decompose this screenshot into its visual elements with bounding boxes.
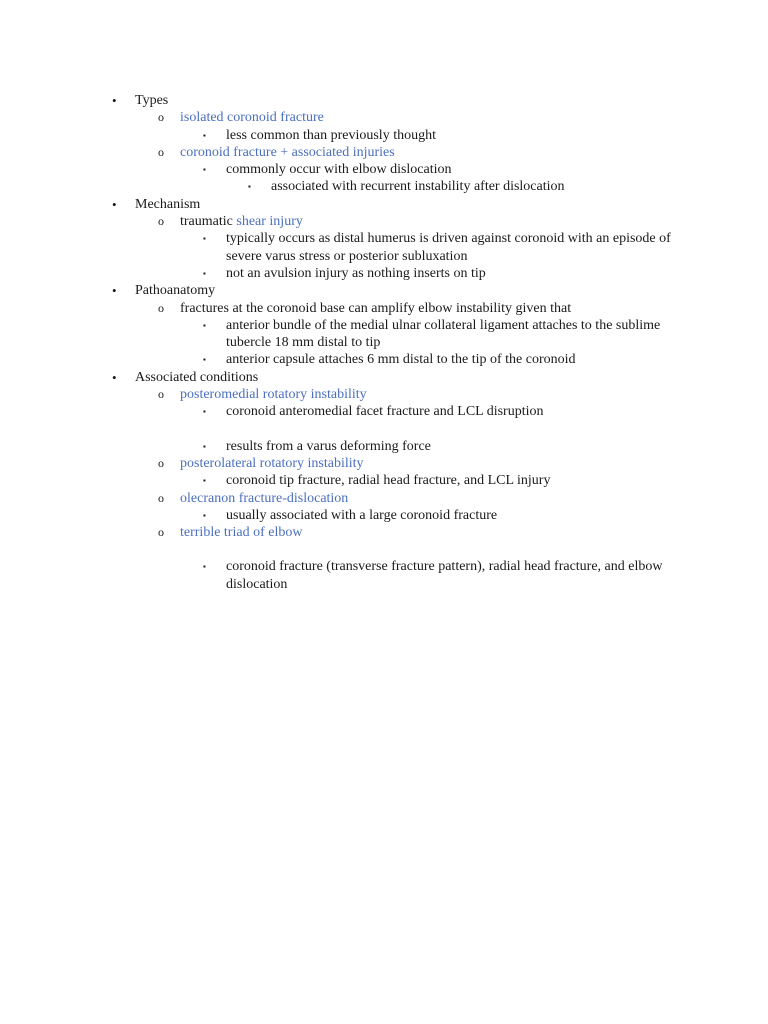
bullet-square: ▪ xyxy=(203,320,206,330)
bullet-disc: • xyxy=(112,196,117,212)
link-terrible-triad-of-elbow[interactable]: terrible triad of elbow xyxy=(180,525,303,541)
section-associated-conditions xyxy=(0,369,768,386)
list-item xyxy=(0,144,768,161)
bullet-circle: o xyxy=(158,455,164,470)
bullet-disc: • xyxy=(112,369,117,385)
list-item xyxy=(0,490,768,507)
list-item xyxy=(0,386,768,403)
link-isolated-coronoid-fracture[interactable]: isolated coronoid fracture xyxy=(180,110,324,126)
note-text: associated with recurrent instability after dislocation xyxy=(271,179,565,195)
bullet-circle: o xyxy=(158,525,164,540)
note-text: results from a varus deforming force xyxy=(226,438,431,454)
list-item xyxy=(0,438,680,455)
bullet-square: ▪ xyxy=(203,130,206,140)
list-item xyxy=(0,127,680,144)
list-item xyxy=(0,472,680,489)
list-item xyxy=(0,351,680,368)
bullet-square: ▪ xyxy=(203,355,206,365)
list-item xyxy=(0,300,768,317)
note-text: usually associated with a large coronoid fracture xyxy=(226,507,498,523)
bullet-circle: o xyxy=(158,144,164,159)
spacer xyxy=(0,421,768,438)
note-text: coronoid fracture (transverse fracture pattern), radial head fracture, and elbow dislocation xyxy=(226,559,663,592)
spacer xyxy=(0,541,768,558)
link-posterolateral-rotatory-instability[interactable]: posterolateral rotatory instability xyxy=(180,455,364,471)
section-mechanism xyxy=(0,196,768,213)
list-item xyxy=(0,403,680,420)
list-item xyxy=(0,507,680,524)
document-page xyxy=(0,92,768,593)
list-item xyxy=(0,109,768,126)
bullet-square: ▪ xyxy=(203,268,206,278)
link-olecranon-fracture-dislocation[interactable]: olecranon fracture-dislocation xyxy=(180,490,349,506)
bullet-square: ▪ xyxy=(203,562,206,572)
note-text: anterior bundle of the medial ulnar collateral ligament attaches to the sublime tubercle 18 mm distal to tip xyxy=(226,317,661,351)
bullet-circle: o xyxy=(158,214,164,229)
bullet-square: ▪ xyxy=(203,407,206,417)
link-shear-injury[interactable]: shear injury xyxy=(236,214,303,230)
bullet-circle: o xyxy=(158,110,164,125)
note-text: commonly occur with elbow dislocation xyxy=(226,162,452,178)
list-item xyxy=(0,178,768,195)
list-item xyxy=(0,524,768,541)
link-coronoid-fracture-associated-injuries[interactable]: coronoid fracture + associated injuries xyxy=(180,144,395,160)
list-item xyxy=(0,230,680,265)
section-pathoanatomy xyxy=(0,282,768,299)
text-traumatic: traumatic xyxy=(180,214,237,230)
item-text: fractures at the coronoid base can amplify elbow instability given that xyxy=(180,300,572,316)
list-item xyxy=(0,265,680,282)
bullet-square: ▪ xyxy=(248,182,251,192)
bullet-square: ▪ xyxy=(203,476,206,486)
heading-associated-conditions: Associated conditions xyxy=(135,369,259,385)
heading-pathoanatomy: Pathoanatomy xyxy=(135,283,216,299)
note-text: less common than previously thought xyxy=(226,127,436,143)
bullet-disc: • xyxy=(112,93,117,108)
note-text: anterior capsule attaches 6 mm distal to the tip of the coronoid xyxy=(226,352,576,368)
link-posteromedial-rotatory-instability[interactable]: posteromedial rotatory instability xyxy=(180,387,367,403)
note-text: coronoid tip fracture, radial head fracture, and LCL injury xyxy=(226,473,551,489)
list-item xyxy=(0,213,768,230)
note-text: coronoid anteromedial facet fracture and LCL disruption xyxy=(226,404,544,420)
bullet-square: ▪ xyxy=(203,234,206,244)
list-item xyxy=(0,455,768,472)
note-text: not an avulsion injury as nothing inserts on tip xyxy=(226,265,486,281)
heading-mechanism: Mechanism xyxy=(135,196,201,212)
bullet-circle: o xyxy=(158,387,164,402)
bullet-circle: o xyxy=(158,490,164,505)
list-item xyxy=(0,317,680,352)
section-types xyxy=(0,92,768,109)
list-item xyxy=(0,558,680,593)
list-item xyxy=(0,161,680,178)
bullet-circle: o xyxy=(158,300,164,315)
bullet-square: ▪ xyxy=(203,165,206,175)
note-text: typically occurs as distal humerus is driven against coronoid with an episode of severe varus stress or posterior subluxation xyxy=(226,231,671,264)
bullet-square: ▪ xyxy=(203,441,206,451)
heading-types: Types xyxy=(135,93,169,108)
bullet-disc: • xyxy=(112,283,117,299)
bullet-square: ▪ xyxy=(203,510,206,520)
